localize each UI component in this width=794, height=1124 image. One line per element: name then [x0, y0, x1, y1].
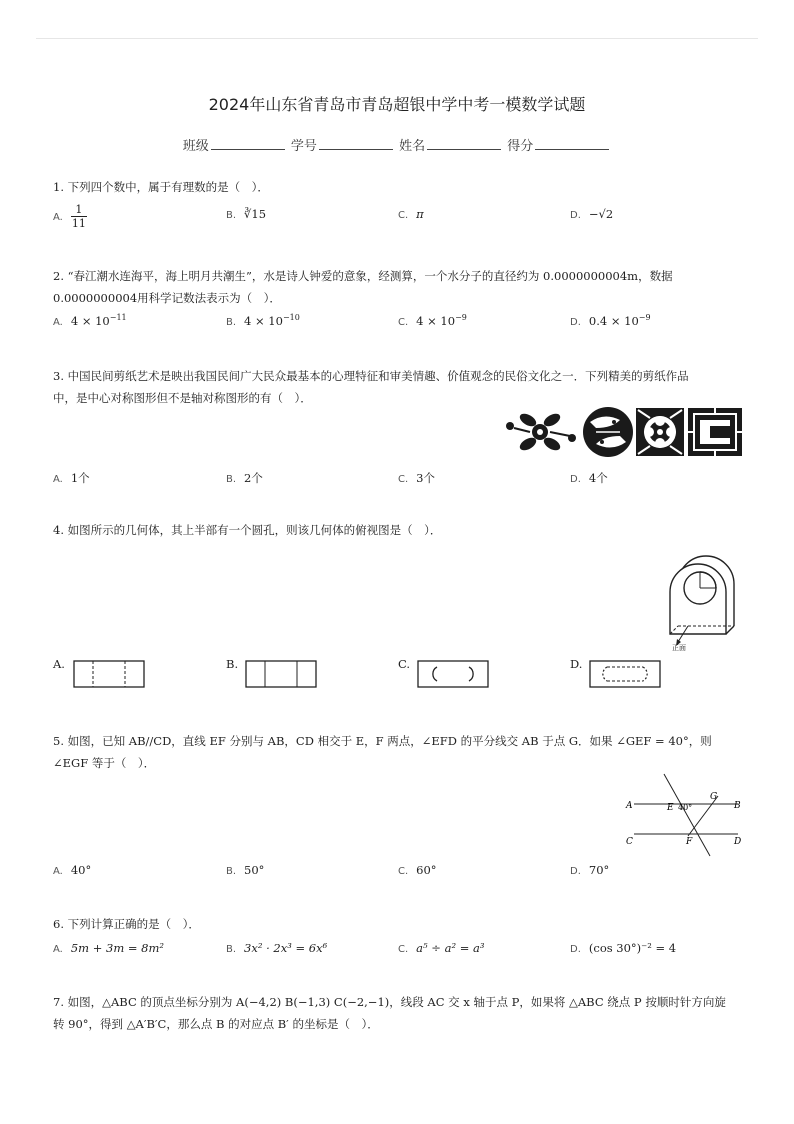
- papercut-geometric-icon: [688, 408, 742, 456]
- q3-option-b[interactable]: B. 2个: [226, 471, 263, 485]
- q4-option-a-figure[interactable]: [73, 660, 145, 688]
- q6-option-b[interactable]: B. 3x² · 2x³ = 6x⁶: [226, 941, 328, 955]
- question-3-stem: 3. 中国民间剪纸艺术是映出我国民间广大民众最基本的心理特征和审美情趣、价值观念的民俗文化之一．下列精美的剪纸作品 中，是中心对称图形但不是轴对称图形的有（ ）．: [53, 369, 689, 405]
- svg-text:D: D: [734, 837, 742, 847]
- q6-option-a[interactable]: A. 5m + 3m = 8m²: [53, 941, 165, 955]
- q4-option-d-figure[interactable]: [589, 660, 661, 688]
- q3-option-c[interactable]: C. 3个: [398, 471, 435, 485]
- q2-option-a[interactable]: A. $4 \times 10^{-11}$: [53, 313, 127, 328]
- q4-option-c-label[interactable]: C.: [398, 657, 411, 671]
- q5-option-b[interactable]: B. 50°: [226, 863, 265, 877]
- q2-option-c[interactable]: C. $4 \times 10^{-9}$: [398, 313, 467, 328]
- score-label: 得分: [507, 139, 534, 154]
- question-7-stem: 7. 如图，△ABC 的顶点坐标分别为 A(−4,2) B(−1,3) C(−2,−1)，线段 AC 交 x 轴于点 P，如果将 △ABC 绕点 P 按顺时针方向旋 转 90°，得到 △A′B′C，那么点 B 的对应点 B′ 的坐标是（ ）．: [53, 995, 726, 1031]
- svg-text:F: F: [686, 837, 693, 847]
- q3-option-a[interactable]: A. 1个: [53, 471, 90, 485]
- q1-option-a[interactable]: A. $\frac{1}{11}$: [53, 203, 86, 230]
- q2-option-b[interactable]: B. $4 \times 10^{-10}$: [226, 313, 300, 328]
- q5-option-d[interactable]: D. 70°: [570, 863, 610, 877]
- q5-option-c[interactable]: C. 60°: [398, 863, 437, 877]
- svg-text:E: E: [667, 803, 674, 813]
- geometric-solid-figure: [664, 548, 744, 654]
- q4-option-b-figure[interactable]: [245, 660, 317, 688]
- q1-option-c[interactable]: C. π: [398, 207, 424, 221]
- fraction-1-11: $\frac{1}{11}$: [71, 203, 86, 230]
- q4-option-a-label[interactable]: A.: [53, 657, 65, 671]
- score-blank[interactable]: [535, 137, 609, 150]
- svg-text:G: G: [710, 792, 718, 802]
- papercut-fish-icon: [583, 407, 633, 457]
- class-blank[interactable]: [211, 137, 285, 150]
- q4-option-c-figure[interactable]: [417, 660, 489, 688]
- parallel-lines-figure: [620, 772, 744, 858]
- papercut-square-flower-icon: [636, 408, 684, 456]
- svg-text:C: C: [626, 837, 633, 847]
- svg-text:40°: 40°: [678, 803, 693, 812]
- q6-option-c[interactable]: C. a⁵ ÷ a² = a³: [398, 941, 485, 955]
- q3-option-d[interactable]: D. 4个: [570, 471, 608, 485]
- q6-option-d[interactable]: D. (cos 30°)⁻² = 4: [570, 941, 677, 955]
- question-2-stem: 2. “春江潮水连海平，海上明月共潮生”，水是诗人钟爱的意象，经测算，一个水分子的直径约为 0.0000000004m，数据 0.0000000004用科学记数法表示为（ ）．: [53, 269, 673, 305]
- question-6-stem: 6. 下列计算正确的是（ ）．: [53, 917, 200, 931]
- q4-option-b-label[interactable]: B.: [226, 657, 239, 671]
- name-blank[interactable]: [427, 137, 501, 150]
- q4-option-d-label[interactable]: D.: [570, 657, 583, 671]
- student-info-line: [0, 135, 794, 154]
- svg-text:B: B: [734, 801, 741, 811]
- front-view-label: 正面: [672, 644, 686, 652]
- question-1-stem: 1. 下列四个数中，属于有理数的是（ ）．: [53, 180, 269, 194]
- page-title: 2024年山东省青岛市青岛超银中学中考一模数学试题: [208, 95, 586, 114]
- question-4-stem: 4. 如图所示的几何体，其上半部有一个圆孔，则该几何体的俯视图是（ ）．: [53, 523, 442, 537]
- q1-option-b[interactable]: B. ∛15: [226, 207, 267, 221]
- q2-option-d[interactable]: D. $0.4 \times 10^{-9}$: [570, 313, 651, 328]
- number-label: 学号: [290, 139, 317, 154]
- question-5-stem: 5. 如图，已知 AB//CD，直线 EF 分别与 AB，CD 相交于 E，F 两点，∠EFD 的平分线交 AB 于点 G．如果 ∠GEF = 40°，则 ∠EGF 等于（ ）．: [53, 734, 712, 770]
- papercut-flower-icon: [506, 411, 576, 453]
- class-label: 班级: [182, 139, 209, 154]
- papercut-images: [500, 404, 745, 460]
- header-rule: [36, 38, 758, 39]
- svg-text:A: A: [626, 801, 633, 811]
- q1-option-d[interactable]: D. −√2: [570, 207, 614, 221]
- name-label: 姓名: [399, 139, 426, 154]
- number-blank[interactable]: [319, 137, 393, 150]
- q5-option-a[interactable]: A. 40°: [53, 863, 92, 877]
